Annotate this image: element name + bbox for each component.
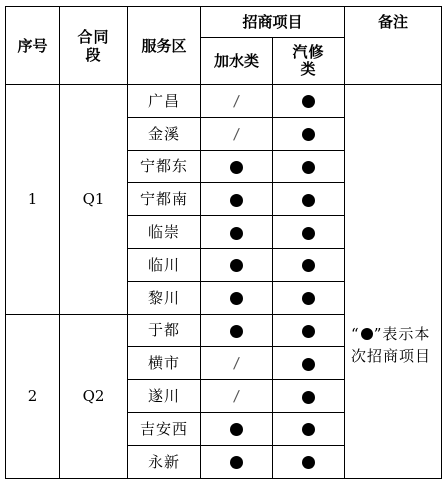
fuel-water-cell bbox=[201, 183, 273, 216]
fuel-water-cell bbox=[201, 117, 273, 150]
service-area-name: 宁都东 bbox=[139, 157, 188, 176]
included-dot-icon bbox=[302, 161, 315, 174]
header-fuel-water: 加水类 bbox=[201, 38, 273, 85]
fuel-water-cell bbox=[201, 347, 273, 380]
included-dot-icon bbox=[230, 259, 243, 272]
service-area-cell bbox=[128, 314, 201, 347]
header-service-area: 服务区 bbox=[128, 7, 201, 85]
service-area-cell bbox=[128, 216, 201, 249]
service-area-name: 金溪 bbox=[147, 124, 180, 143]
auto-repair-cell bbox=[273, 412, 345, 445]
fuel-water-cell bbox=[201, 380, 273, 413]
service-area-cell bbox=[128, 117, 201, 150]
included-dot-icon bbox=[302, 325, 315, 338]
auto-repair-cell bbox=[273, 183, 345, 216]
not-included-mark: / bbox=[232, 124, 241, 143]
auto-repair-cell bbox=[273, 347, 345, 380]
included-dot-icon bbox=[302, 456, 315, 469]
service-area-cell bbox=[128, 347, 201, 380]
included-dot-icon bbox=[302, 259, 315, 272]
auto-repair-cell bbox=[273, 445, 345, 478]
service-area-cell bbox=[128, 248, 201, 281]
service-area-cell bbox=[128, 412, 201, 445]
included-dot-icon bbox=[361, 328, 373, 340]
service-area-name: 遂川 bbox=[147, 387, 180, 406]
service-area-name: 于都 bbox=[147, 321, 180, 340]
fuel-water-cell bbox=[201, 150, 273, 183]
table-body bbox=[6, 85, 442, 479]
included-dot-icon bbox=[230, 194, 243, 207]
seq-cell: 1 bbox=[6, 85, 60, 315]
service-area-name: 横市 bbox=[147, 354, 180, 373]
service-area-name: 临崇 bbox=[147, 223, 180, 242]
service-area-cell bbox=[128, 281, 201, 314]
header-seq: 序号 bbox=[6, 7, 60, 85]
included-dot-icon bbox=[230, 456, 243, 469]
included-dot-icon bbox=[302, 423, 315, 436]
contract-section-cell: Q1 bbox=[60, 85, 128, 315]
auto-repair-cell bbox=[273, 117, 345, 150]
service-area-name: 广昌 bbox=[147, 91, 180, 110]
not-included-mark: / bbox=[232, 91, 241, 110]
included-dot-icon bbox=[302, 391, 315, 404]
table-row bbox=[6, 85, 442, 118]
included-dot-icon bbox=[230, 292, 243, 305]
fuel-water-cell bbox=[201, 248, 273, 281]
auto-repair-cell bbox=[273, 281, 345, 314]
included-dot-icon bbox=[302, 128, 315, 141]
not-included-mark: / bbox=[232, 354, 241, 373]
service-area-name: 永新 bbox=[147, 452, 180, 471]
fuel-water-cell bbox=[201, 445, 273, 478]
included-dot-icon bbox=[302, 227, 315, 240]
header-auto-repair: 汽修类 bbox=[273, 38, 345, 85]
included-dot-icon bbox=[230, 423, 243, 436]
fuel-water-cell bbox=[201, 216, 273, 249]
auto-repair-cell bbox=[273, 85, 345, 118]
service-area-cell bbox=[128, 445, 201, 478]
included-dot-icon bbox=[230, 325, 243, 338]
service-area-cell bbox=[128, 150, 201, 183]
remark-suffix: ”表示本次招商项目 bbox=[351, 325, 432, 365]
investment-table bbox=[5, 6, 442, 479]
service-area-name: 黎川 bbox=[147, 288, 180, 307]
included-dot-icon bbox=[302, 194, 315, 207]
service-area-name: 吉安西 bbox=[139, 419, 188, 438]
service-area-name: 宁都南 bbox=[139, 190, 188, 209]
auto-repair-cell bbox=[273, 150, 345, 183]
included-dot-icon bbox=[302, 358, 315, 371]
included-dot-icon bbox=[302, 95, 315, 108]
header-remarks: 备注 bbox=[345, 7, 442, 85]
remark-cell bbox=[345, 85, 442, 479]
included-dot-icon bbox=[230, 227, 243, 240]
service-area-name: 临川 bbox=[147, 255, 180, 274]
remark-prefix: “ bbox=[351, 325, 360, 343]
auto-repair-cell bbox=[273, 216, 345, 249]
included-dot-icon bbox=[230, 161, 243, 174]
header-investment-items: 招商项目 bbox=[201, 7, 345, 38]
fuel-water-cell bbox=[201, 412, 273, 445]
auto-repair-cell bbox=[273, 380, 345, 413]
service-area-cell bbox=[128, 183, 201, 216]
auto-repair-cell bbox=[273, 314, 345, 347]
not-included-mark: / bbox=[232, 387, 241, 406]
service-area-cell bbox=[128, 380, 201, 413]
header-contract-section: 合同段 bbox=[60, 7, 128, 85]
seq-cell: 2 bbox=[6, 314, 60, 478]
service-area-cell bbox=[128, 85, 201, 118]
fuel-water-cell bbox=[201, 314, 273, 347]
fuel-water-cell bbox=[201, 85, 273, 118]
contract-section-cell: Q2 bbox=[60, 314, 128, 478]
included-dot-icon bbox=[302, 292, 315, 305]
fuel-water-cell bbox=[201, 281, 273, 314]
auto-repair-cell bbox=[273, 248, 345, 281]
remark-text bbox=[345, 323, 441, 367]
